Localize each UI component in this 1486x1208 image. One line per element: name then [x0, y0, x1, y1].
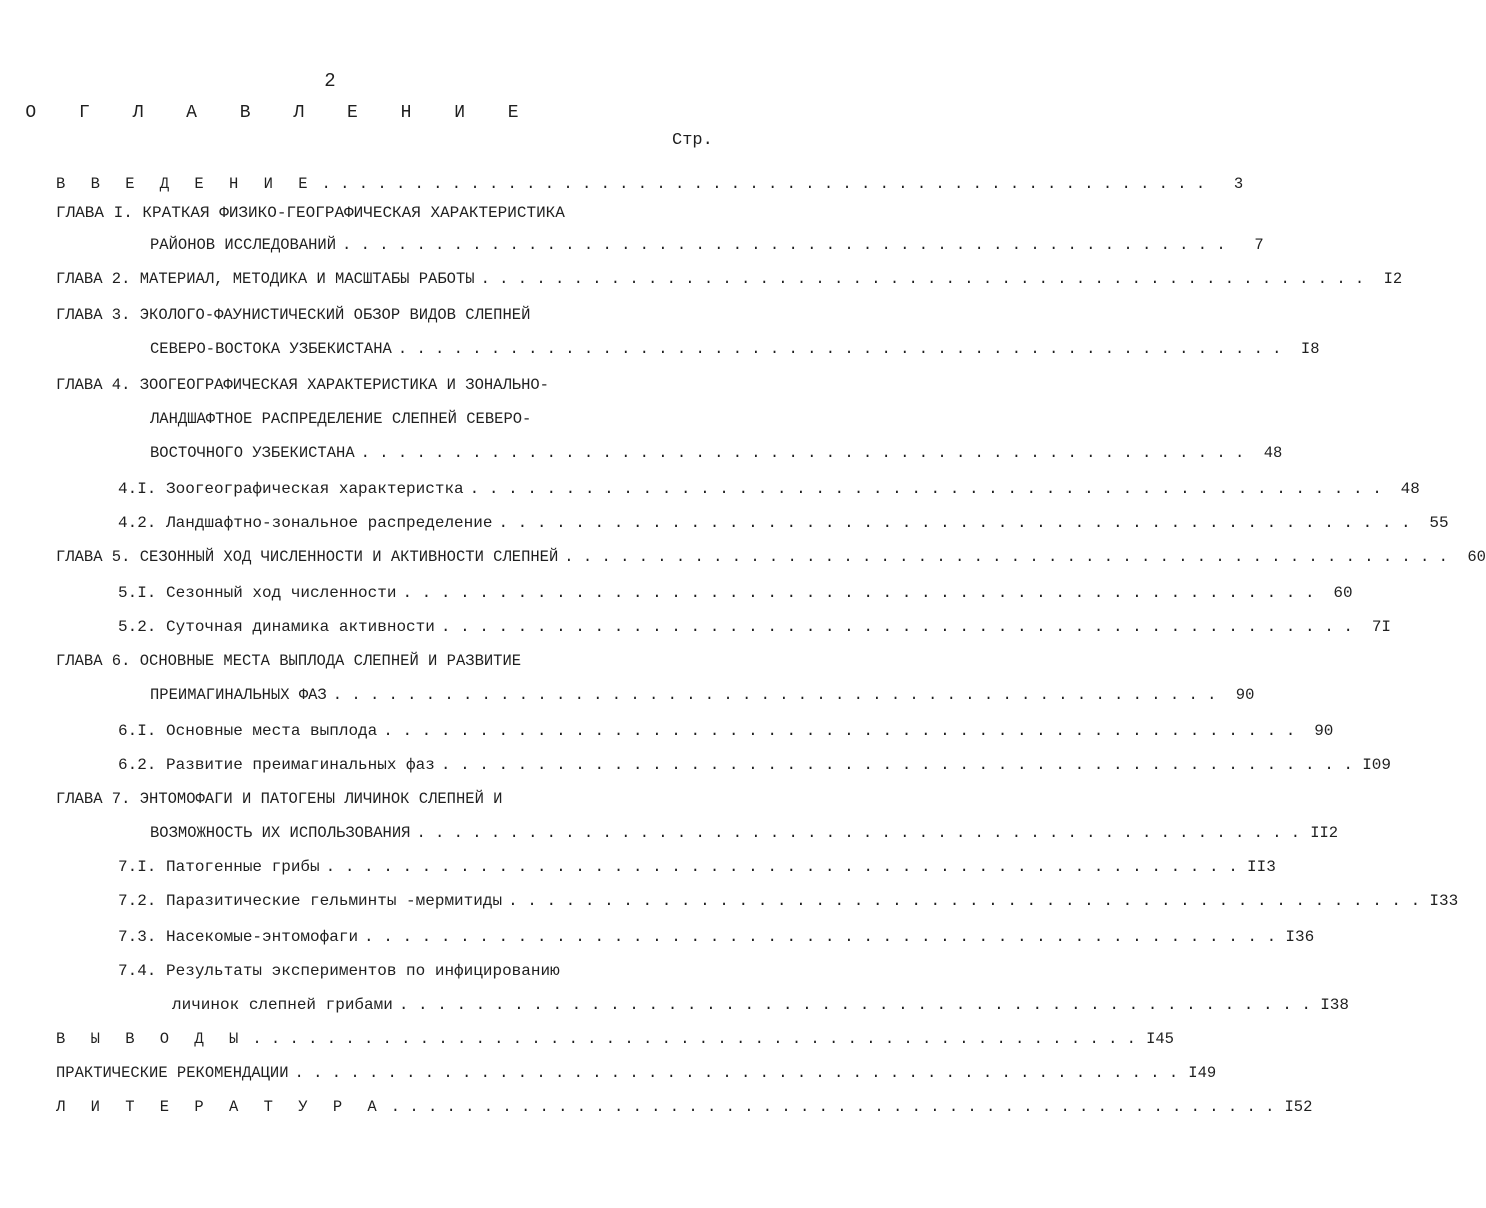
toc-entry-title: ПРЕИМАГИНАЛЬНЫХ ФАЗ: [150, 686, 327, 704]
toc-entry-title: РАЙОНОВ ИССЛЕДОВАНИЙ: [150, 236, 337, 254]
toc-entry: [56, 372, 549, 398]
dot-leader: . . . . . . . . . . . . . . . . . . . . . . . . . . . . . . . . . . . . . . . . . . . . . . . .: [416, 824, 1301, 842]
toc-page-number: 7I: [1371, 618, 1392, 636]
toc-page-number: I36: [1285, 928, 1315, 946]
toc-entry: [118, 924, 1315, 950]
toc-page-number: I2: [1383, 270, 1403, 288]
dot-leader: . . . . . . . . . . . . . . . . . . . . . . . . . . . . . . . . . . . . . . . . . . . . . . . .: [440, 618, 1354, 636]
toc-page-number: II3: [1246, 858, 1276, 876]
toc-entry-title: ГЛАВА 4. ЗООГЕОГРАФИЧЕСКАЯ ХАРАКТЕРИСТИКА И ЗОНАЛЬНО-: [56, 376, 549, 394]
toc-page-number: I8: [1300, 340, 1320, 358]
dot-leader: . . . . . . . . . . . . . . . . . . . . . . . . . . . . . . . . . . . . . . . . . . . . . . . .: [294, 1064, 1179, 1082]
dot-leader: . . . . . . . . . . . . . . . . . . . . . . . . . . . . . . . . . . . . . . . . . . . . . . . .: [508, 892, 1421, 910]
toc-entry-title: 7.I. Патогенные грибы: [118, 858, 320, 876]
toc-page-number: 7: [1254, 236, 1264, 254]
toc-entry-title: ГЛАВА 7. ЭНТОМОФАГИ И ПАТОГЕНЫ ЛИЧИНОК СЛЕПНЕЙ И: [56, 790, 503, 808]
dot-leader: . . . . . . . . . . . . . . . . . . . . . . . . . . . . . . . . . . . . . . . . . . . . . . . .: [480, 270, 1365, 288]
toc-entry-title: ВОЗМОЖНОСТЬ ИХ ИСПОЛЬЗОВАНИЯ: [150, 824, 411, 842]
toc-entry: [118, 752, 1392, 778]
toc-entry-title: ПРАКТИЧЕСКИЕ РЕКОМЕНДАЦИИ: [56, 1064, 289, 1082]
toc-entry: [150, 336, 1320, 362]
toc-entry-title: ГЛАВА I. КРАТКАЯ ФИЗИКО-ГЕОГРАФИЧЕСКАЯ ХАРАКТЕРИСТИКА: [56, 204, 565, 222]
toc-entry: [56, 786, 502, 812]
toc-entry-title: ГЛАВА 2. МАТЕРИАЛ, МЕТОДИКА И МАСШТАБЫ РАБОТЫ: [56, 270, 475, 288]
toc-entry: [118, 510, 1449, 536]
toc-entry-title: 4.2. Ландшафтно-зональное распределение: [118, 514, 493, 532]
toc-entry: [56, 1094, 1313, 1120]
toc-entry: [118, 958, 560, 984]
page-column-header: Стр.: [672, 131, 713, 150]
toc-entry-title: ГЛАВА 6. ОСНОВНЫЕ МЕСТА ВЫПЛОДА СЛЕПНЕЙ И РАЗВИТИЕ: [56, 652, 522, 670]
toc-entry-title: 7.3. Насекомые-энтомофаги: [118, 928, 359, 946]
toc-page-number: I45: [1146, 1030, 1174, 1048]
toc-entry-title: 5.2. Суточная динамика активности: [118, 618, 435, 636]
toc-entry: [118, 476, 1420, 502]
toc-page-number: 90: [1314, 722, 1334, 740]
toc-page-number: I09: [1362, 756, 1392, 774]
dot-leader: . . . . . . . . . . . . . . . . . . . . . . . . . . . . . . . . . . . . . . . . . . . . . . . .: [342, 236, 1226, 254]
dot-leader: . . . . . . . . . . . . . . . . . . . . . . . . . . . . . . . . . . . . . . . . . . . . . . . .: [321, 175, 1206, 193]
dot-leader: . . . . . . . . . . . . . . . . . . . . . . . . . . . . . . . . . . . . . . . . . . . . . . . .: [364, 928, 1277, 946]
toc-page-number: I38: [1320, 996, 1349, 1014]
toc-entry: [150, 440, 1283, 466]
page-title: О Г Л А В Л Е Н И Е: [25, 103, 535, 123]
toc-entry: [56, 1026, 1174, 1052]
toc-entry-title: В Ы В О Д Ы: [56, 1030, 247, 1048]
dot-leader: . . . . . . . . . . . . . . . . . . . . . . . . . . . . . . . . . . . . . . . . . . . . . . . .: [469, 480, 1382, 498]
toc-entry: [56, 171, 1244, 197]
toc-entry: [56, 200, 565, 226]
dot-leader: . . . . . . . . . . . . . . . . . . . . . . . . . . . . . . . . . . . . . . . . . . . . . . . .: [252, 1030, 1136, 1048]
toc-entry-title: 6.I. Основные места выплода: [118, 722, 378, 740]
dot-leader: . . . . . . . . . . . . . . . . . . . . . . . . . . . . . . . . . . . . . . . . . . . . . . . .: [332, 686, 1217, 704]
dot-leader: . . . . . . . . . . . . . . . . . . . . . . . . . . . . . . . . . . . . . . . . . . . . . . . .: [440, 756, 1354, 774]
toc-entry: [56, 266, 1403, 292]
dot-leader: . . . . . . . . . . . . . . . . . . . . . . . . . . . . . . . . . . . . . . . . . . . . . . . .: [325, 858, 1238, 876]
toc-entry: [56, 1060, 1217, 1086]
toc-page-number: II2: [1310, 824, 1339, 842]
toc-page-number: 55: [1429, 514, 1449, 532]
toc-entry-title: 4.I. Зоогеографическая характеристка: [118, 480, 464, 498]
toc-entry-title: личинок слепней грибами: [172, 996, 393, 1014]
toc-page-number: 48: [1263, 444, 1283, 462]
toc-entry: [150, 232, 1264, 258]
toc-entry-title: ЛАНДШАФТНОЕ РАСПРЕДЕЛЕНИЕ СЛЕПНЕЙ СЕВЕРО-: [150, 410, 532, 428]
toc-entry-title: 7.4. Результаты экспериментов по инфицированию: [118, 962, 560, 980]
dot-leader: . . . . . . . . . . . . . . . . . . . . . . . . . . . . . . . . . . . . . . . . . . . . . . . .: [398, 996, 1311, 1014]
toc-entry-title: 7.2. Паразитические гельминты -мермитиды: [118, 892, 503, 910]
dot-leader: . . . . . . . . . . . . . . . . . . . . . . . . . . . . . . . . . . . . . . . . . . . . . . . .: [498, 514, 1411, 532]
toc-entry-title: В В Е Д Е Н И Е: [56, 175, 316, 193]
toc-entry: [150, 820, 1339, 846]
toc-entry: [118, 580, 1353, 606]
toc-entry-title: 6.2. Развитие преимагинальных фаз: [118, 756, 435, 774]
toc-entry-title: СЕВЕРО-ВОСТОКА УЗБЕКИСТАНА: [150, 340, 392, 358]
toc-page-number: I52: [1284, 1098, 1313, 1116]
toc-entry-title: ВОСТОЧНОГО УЗБЕКИСТАНА: [150, 444, 355, 462]
dot-leader: . . . . . . . . . . . . . . . . . . . . . . . . . . . . . . . . . . . . . . . . . . . . . . . .: [397, 340, 1282, 358]
toc-entry: [118, 614, 1392, 640]
toc-entry-title: ГЛАВА 5. СЕЗОННЫЙ ХОД ЧИСЛЕННОСТИ И АКТИВНОСТИ СЛЕПНЕЙ: [56, 548, 559, 566]
dot-leader: . . . . . . . . . . . . . . . . . . . . . . . . . . . . . . . . . . . . . . . . . . . . . . . .: [360, 444, 1245, 462]
toc-entry-title: Л И Т Е Р А Т У Р А: [56, 1098, 385, 1116]
dot-leader: . . . . . . . . . . . . . . . . . . . . . . . . . . . . . . . . . . . . . . . . . . . . . . . .: [564, 548, 1448, 566]
toc-entry: [150, 682, 1255, 708]
toc-entry: [56, 544, 1486, 570]
toc-entry-title: 5.I. Сезонный ход численности: [118, 584, 397, 602]
toc-page-number: 90: [1235, 686, 1255, 704]
toc-page-number: 3: [1233, 175, 1244, 193]
page-number: 2: [324, 70, 336, 92]
toc-page-number: I49: [1188, 1064, 1217, 1082]
toc-page-number: 48: [1400, 480, 1420, 498]
toc-entry: [150, 406, 531, 432]
toc-entry: [172, 992, 1349, 1018]
dot-leader: . . . . . . . . . . . . . . . . . . . . . . . . . . . . . . . . . . . . . . . . . . . . . . . .: [402, 584, 1315, 602]
toc-entry: [56, 648, 521, 674]
toc-entry: [118, 854, 1276, 880]
toc-entry-title: ГЛАВА 3. ЭКОЛОГО-ФАУНИСТИЧЕСКИЙ ОБЗОР ВИДОВ СЛЕПНЕЙ: [56, 306, 531, 324]
dot-leader: . . . . . . . . . . . . . . . . . . . . . . . . . . . . . . . . . . . . . . . . . . . . . . . .: [390, 1098, 1275, 1116]
toc-page-number: 60: [1333, 584, 1353, 602]
toc-entry: [56, 302, 530, 328]
dot-leader: . . . . . . . . . . . . . . . . . . . . . . . . . . . . . . . . . . . . . . . . . . . . . . . .: [383, 722, 1296, 740]
toc-entry: [118, 888, 1459, 914]
toc-page-number: I33: [1429, 892, 1459, 910]
toc-entry: [118, 718, 1334, 744]
toc-page-number: 60: [1467, 548, 1486, 566]
